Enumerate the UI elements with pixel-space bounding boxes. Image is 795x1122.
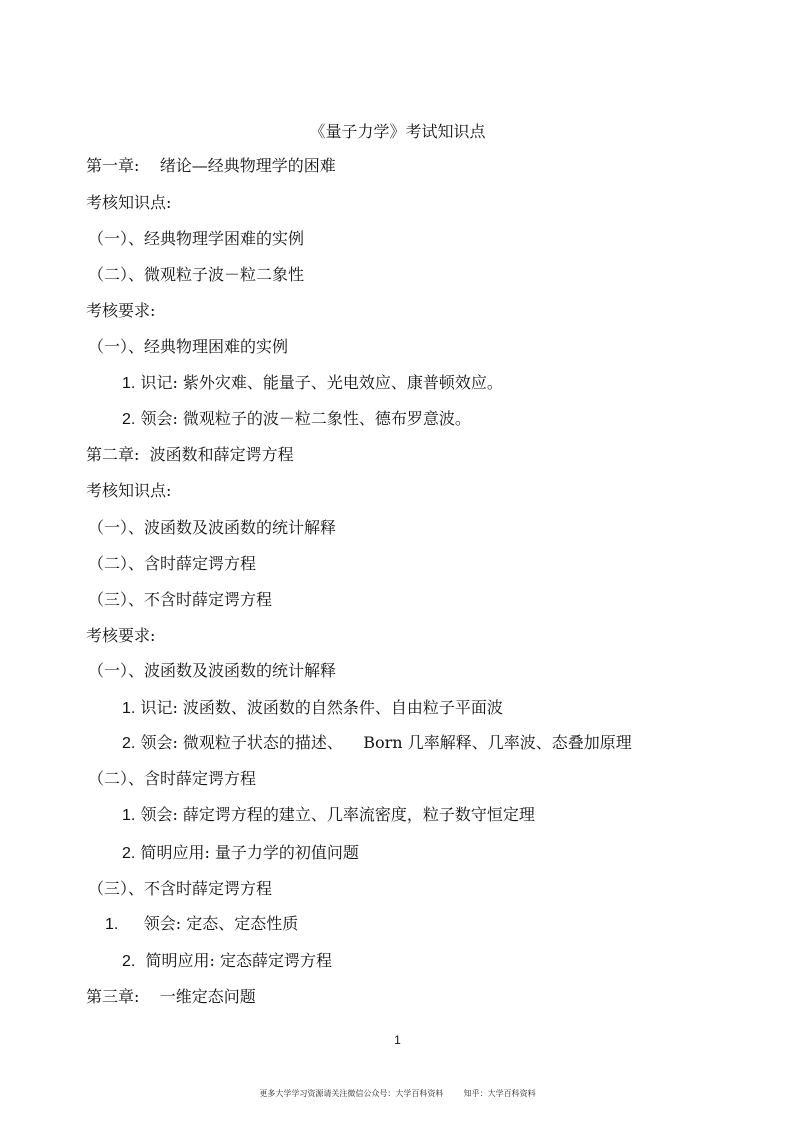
line-text: （一）、经典物理学困难的实例 xyxy=(88,229,305,248)
section-heading xyxy=(86,480,171,502)
line-text: 领会: 微观粒子的波－粒二象性、德布罗意波。 xyxy=(140,409,471,428)
numbered-item xyxy=(122,804,535,827)
line-text: 领会: 微观粒子状态的描述、 Born 几率解释、几率波、态叠加原理 xyxy=(140,733,632,752)
page-number: 1 xyxy=(394,1033,401,1047)
line-text: 考核要求: xyxy=(86,301,156,320)
list-item xyxy=(88,553,256,575)
line-text: 简明应用: 定态薛定谔方程 xyxy=(140,951,333,970)
line-text: （一）、波函数及波函数的统计解释 xyxy=(88,518,337,537)
line-text: 领会: 定态、定态性质 xyxy=(123,914,299,933)
list-item xyxy=(88,768,256,790)
document-title: 《量子力学》考试知识点 xyxy=(309,122,486,141)
list-item xyxy=(88,336,288,358)
list-item xyxy=(88,589,272,611)
numbered-item xyxy=(122,732,632,755)
chapter-3-heading xyxy=(86,986,256,1008)
line-text: （二）、微观粒子波－粒二象性 xyxy=(88,265,305,284)
line-text: 识记: 波函数、波函数的自然条件、自由粒子平面波 xyxy=(140,698,503,717)
numbered-item xyxy=(122,950,332,973)
line-text: 第一章: 绪论—经典物理学的困难 xyxy=(86,156,336,175)
chapter-1-heading xyxy=(86,155,336,177)
line-text: （三）、不含时薛定谔方程 xyxy=(88,879,273,898)
item-number: 1. xyxy=(122,375,136,392)
item-number: 1. xyxy=(105,916,119,933)
item-number: 1. xyxy=(122,700,136,717)
section-heading xyxy=(86,192,171,214)
line-text: （一）、经典物理困难的实例 xyxy=(88,337,289,356)
item-number: 2. xyxy=(122,845,136,862)
item-number: 2. xyxy=(122,411,136,428)
list-item xyxy=(88,228,304,250)
section-heading xyxy=(86,625,155,647)
list-item xyxy=(88,660,336,682)
chapter-2-heading xyxy=(86,444,294,466)
item-number: 1. xyxy=(122,807,136,824)
section-heading xyxy=(86,300,155,322)
numbered-item xyxy=(122,372,503,395)
line-text: （二）、含时薛定谔方程 xyxy=(88,554,257,573)
line-text: （二）、含时薛定谔方程 xyxy=(88,769,257,788)
line-text: 考核知识点: xyxy=(86,481,172,500)
item-number: 2. xyxy=(122,735,136,752)
list-item xyxy=(88,264,304,286)
line-text: （一）、波函数及波函数的统计解释 xyxy=(88,661,337,680)
list-item xyxy=(88,878,272,900)
numbered-item xyxy=(122,408,471,431)
item-number: 2. xyxy=(122,953,136,970)
line-text: 简明应用: 量子力学的初值问题 xyxy=(140,843,359,862)
numbered-item xyxy=(122,697,503,720)
line-text: （三）、不含时薛定谔方程 xyxy=(88,590,273,609)
numbered-item xyxy=(105,913,298,936)
line-text: 第三章: 一维定态问题 xyxy=(86,987,256,1006)
line-text: 考核要求: xyxy=(86,626,156,645)
line-text: 第二章: 波函数和薛定谔方程 xyxy=(86,445,294,464)
line-text: 考核知识点: xyxy=(86,193,172,212)
list-item xyxy=(88,517,336,539)
line-text: 识记: 紫外灾难、能量子、光电效应、康普顿效应。 xyxy=(140,373,503,392)
footer-note: 更多大学学习资源请关注微信公众号：大学百科资料 知乎：大学百科资料 xyxy=(259,1089,536,1098)
line-text: 领会: 薛定谔方程的建立、几率流密度，粒子数守恒定理 xyxy=(140,805,535,824)
numbered-item xyxy=(122,842,359,865)
